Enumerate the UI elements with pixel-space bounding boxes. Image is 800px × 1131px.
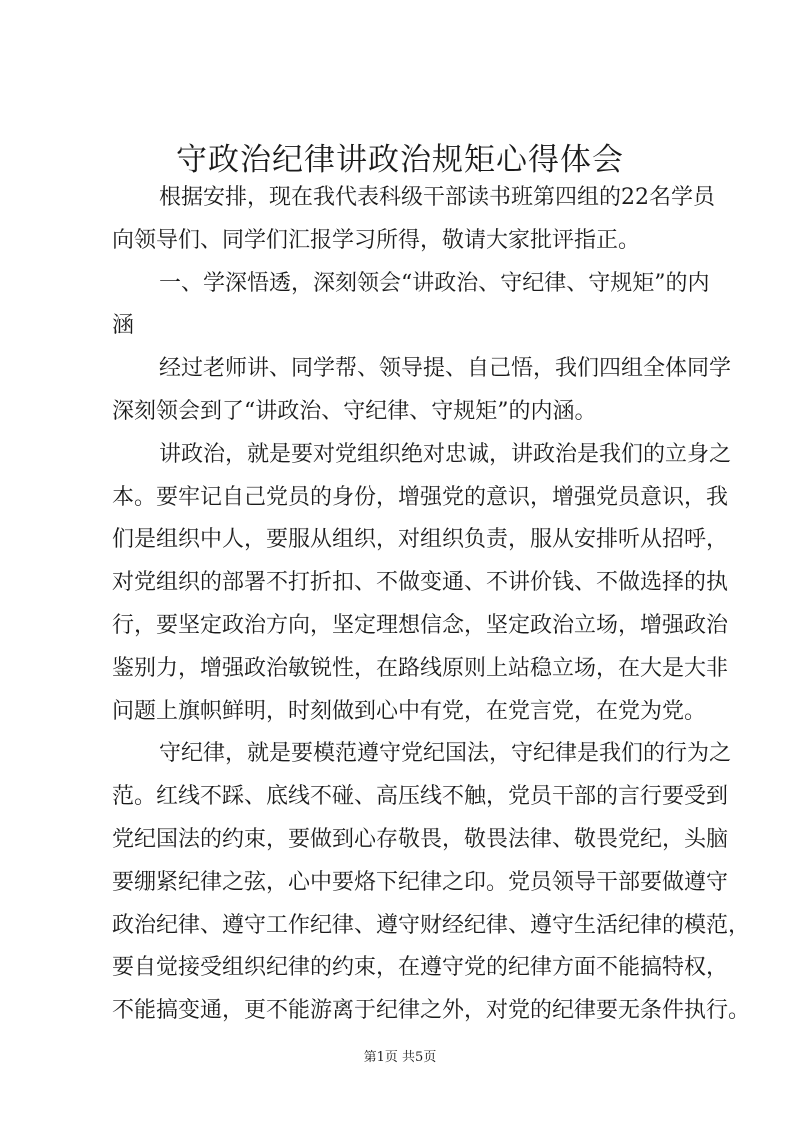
paragraph (112, 733, 751, 1033)
text-line: 问题上旗帜鲜明，时刻做到心中有党，在党言党，在党为党。 (112, 698, 707, 724)
text-line: 守纪律，就是要模范遵守党纪国法，守纪律是我们的行为之 (159, 741, 732, 767)
text-line: 党纪国法的约束，要做到心存敬畏，敬畏法律、敬畏党纪，头脑 (112, 826, 729, 852)
text-line: 们是组织中人，要服从组织，对组织负责，服从安排听从招呼， (112, 527, 729, 553)
document-title: 守政治纪律讲政治规矩心得体会 (176, 142, 624, 178)
text-line: 要绷紧纪律之弦，心中要烙下纪律之印。党员领导干部要做遵守 (112, 869, 729, 895)
text-line: 要自觉接受组织纪律的约束，在遵守党的纪律方面不能搞特权， (112, 955, 729, 981)
text-line: 行，要坚定政治方向，坚定理想信念，坚定政治立场，增强政治 (112, 612, 729, 638)
text-line: 深刻领会到了“讲政治、守纪律、守规矩”的内涵。 (112, 398, 597, 424)
text-line: 根据安排，现在我代表科级干部读书班第四组的22名学员 (159, 185, 715, 210)
text-line: 一、学深悟透，深刻领会“讲政治、守纪律、守规矩”的内 (159, 270, 710, 296)
paragraph (112, 177, 715, 263)
page-footer: 第1页 共5页 (363, 1050, 437, 1065)
text-line: 范。红线不踩、底线不碰、高压线不触，党员干部的言行要受到 (112, 784, 729, 810)
text-line: 经过老师讲、同学帮、领导提、自己悟，我们四组全体同学 (159, 356, 732, 382)
paragraph (112, 348, 732, 434)
text-line: 本。要牢记自己党员的身份，增强党的意识，增强党员意识，我 (112, 484, 729, 510)
text-line: 向领导们、同学们汇报学习所得，敬请大家批评指正。 (112, 227, 641, 253)
text-line: 讲政治，就是要对党组织绝对忠诚，讲政治是我们的立身之 (159, 441, 732, 467)
paragraph (112, 263, 710, 349)
document-body (112, 177, 751, 1033)
text-line: 政治纪律、遵守工作纪律、遵守财经纪律、遵守生活纪律的模范， (112, 912, 751, 938)
text-line: 鉴别力，增强政治敏锐性，在路线原则上站稳立场，在大是大非 (112, 655, 729, 681)
text-line: 对党组织的部署不打折扣、不做变通、不讲价钱、不做选择的执 (112, 570, 729, 596)
text-line: 涵 (112, 313, 135, 339)
paragraph (112, 434, 732, 734)
text-line: 不能搞变通，更不能游离于纪律之外，对党的纪律要无条件执行。 (112, 998, 751, 1024)
